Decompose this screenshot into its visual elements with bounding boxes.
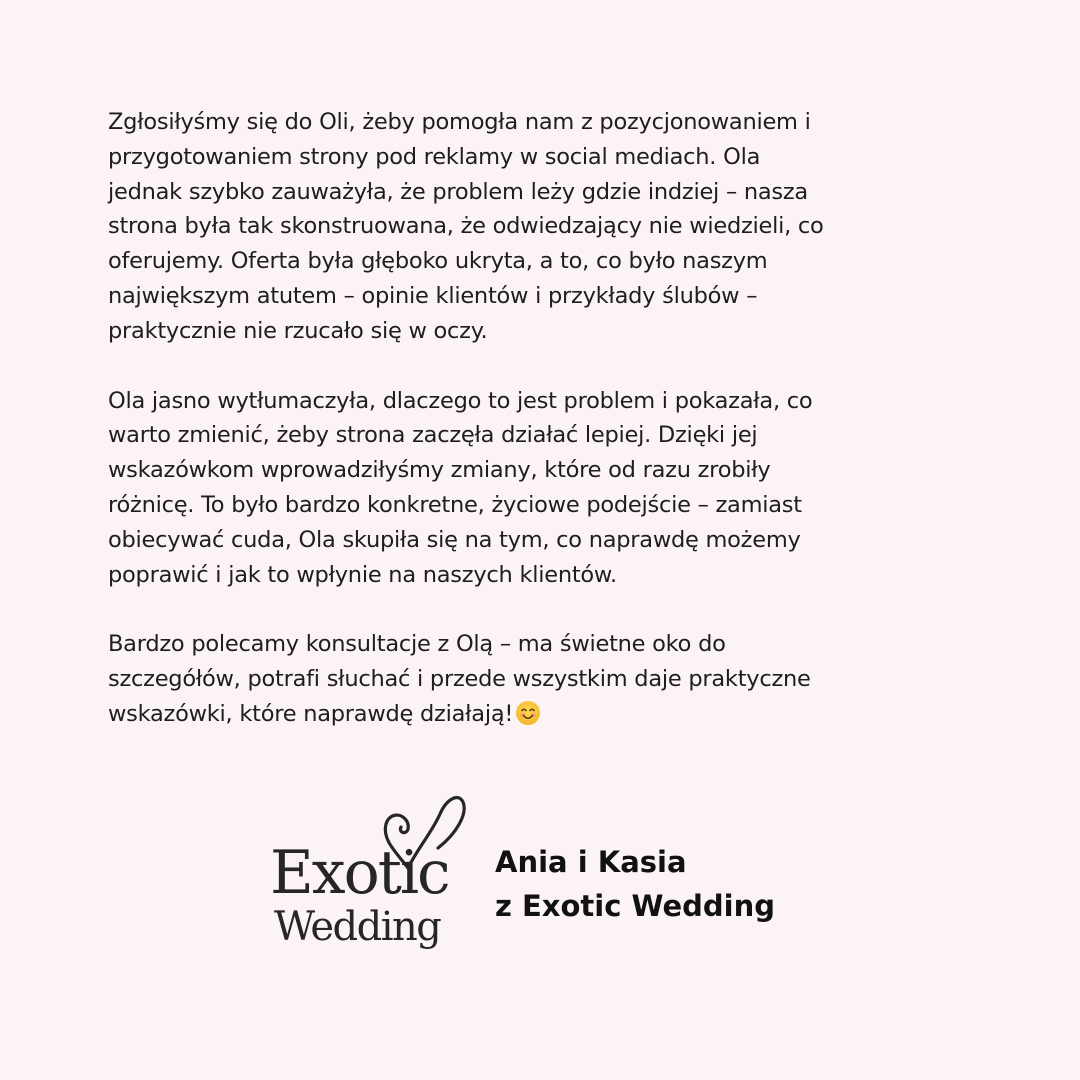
testimonial-text [108,105,948,767]
logo-word-exotic: Exotic [270,838,449,908]
author-line-2: z Exotic Wedding [495,889,775,923]
signature [270,780,870,970]
author-line-1: Ania i Kasia [495,845,687,879]
testimonial-paragraph-3: Bardzo polecamy konsultacje z Olą – ma świetne oko do szczegółów, potrafi słuchać i przede wszystkim daje praktyczne wskazówki, które naprawdę działają! [108,631,811,727]
author-name [495,840,775,928]
exotic-wedding-logo [270,780,470,970]
testimonial-paragraph-1: Zgłosiłyśmy się do Oli, żeby pomogła nam z pozycjonowaniem i przygotowaniem strony pod reklamy w social mediach. Ola jednak szybko zauważyła, że problem leży gdzie indziej – nasza strona była tak skonstruowana, że odwiedzający nie wiedzieli, co oferujemy. Oferta była głęboko ukryta, a to, co było naszym największym atutem – opinie klientów i przykłady ślubów – praktycznie nie rzucało się w oczy. [108,109,824,344]
testimonial-paragraph-2: Ola jasno wytłumaczyła, dlaczego to jest problem i pokazała, co warto zmienić, żeby strona zaczęła działać lepiej. Dzięki jej wskazówkom wprowadziłyśmy zmiany, które od razu zrobiły różnicę. To było bardzo konkretne, życiowe podejście – zamiast obiecywać cuda, Ola skupiła się na tym, co naprawdę możemy poprawić i jak to wpłynie na naszych klientów. [108,387,813,588]
logo-word-wedding: Wedding [274,904,441,950]
smiling-face-emoji-icon [515,700,541,726]
